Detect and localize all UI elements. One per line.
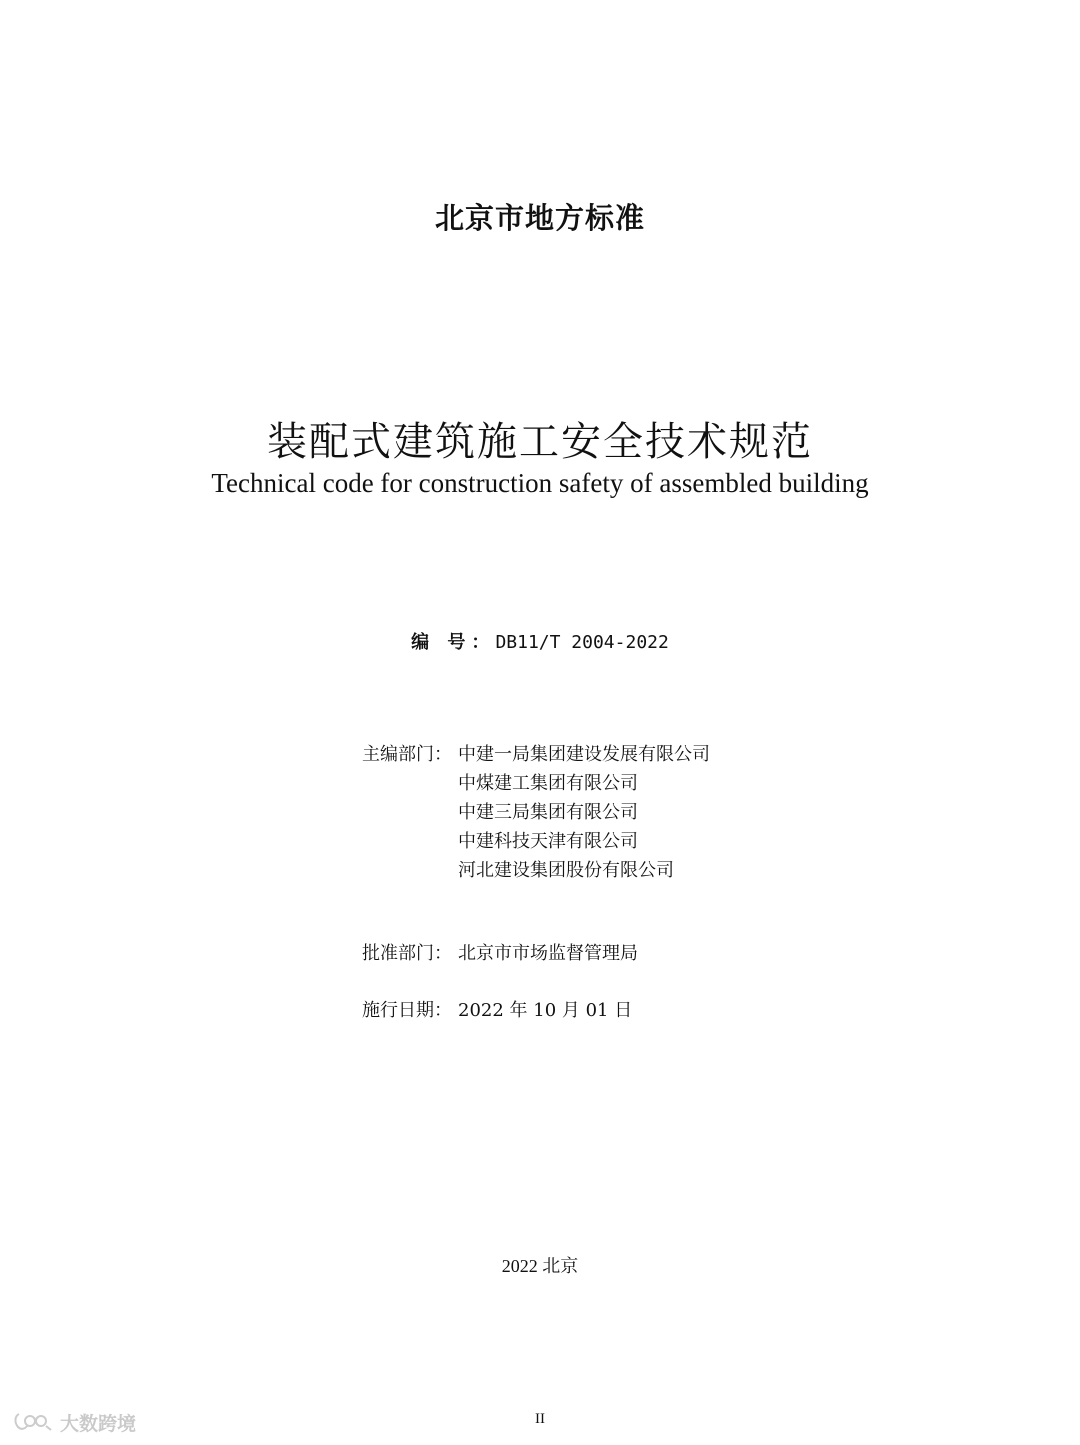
effective-date-value: 2022 年 10 月 01 日 <box>458 1000 633 1021</box>
editor-item: 河北建设集团股份有限公司 <box>458 860 674 881</box>
effective-date-label: 施行日期： <box>362 1000 452 1021</box>
chief-editors-list <box>458 740 710 885</box>
editor-item: 中煤建工集团有限公司 <box>458 773 638 794</box>
standard-number-line <box>0 628 1080 654</box>
approval-section <box>362 939 638 968</box>
watermark-text: 大数跨境 <box>60 1412 137 1435</box>
standard-type-heading: 北京市地方标准 <box>434 201 645 235</box>
chief-editors-section <box>362 740 710 885</box>
editor-item: 中建科技天津有限公司 <box>458 831 638 852</box>
approval-value: 北京市市场监督管理局 <box>458 943 638 964</box>
footer-year-place: 2022 北京 <box>501 1256 579 1276</box>
editor-item: 中建三局集团有限公司 <box>458 802 638 823</box>
watermark-logo-icon <box>12 1410 54 1434</box>
standard-number-value: DB11/T 2004-2022 <box>495 632 669 653</box>
page-number: II <box>535 1411 545 1427</box>
approval-label: 批准部门： <box>362 943 452 964</box>
english-title: Technical code for construction safety of assembled building <box>211 468 869 498</box>
standard-number-label: 编 号： <box>411 632 496 653</box>
chinese-title: 装配式建筑施工安全技术规范 <box>267 419 813 465</box>
editor-item: 中建一局集团建设发展有限公司 <box>458 744 710 765</box>
effective-date-section <box>362 996 632 1025</box>
watermark <box>12 1408 136 1436</box>
chief-editors-label: 主编部门： <box>362 744 452 765</box>
